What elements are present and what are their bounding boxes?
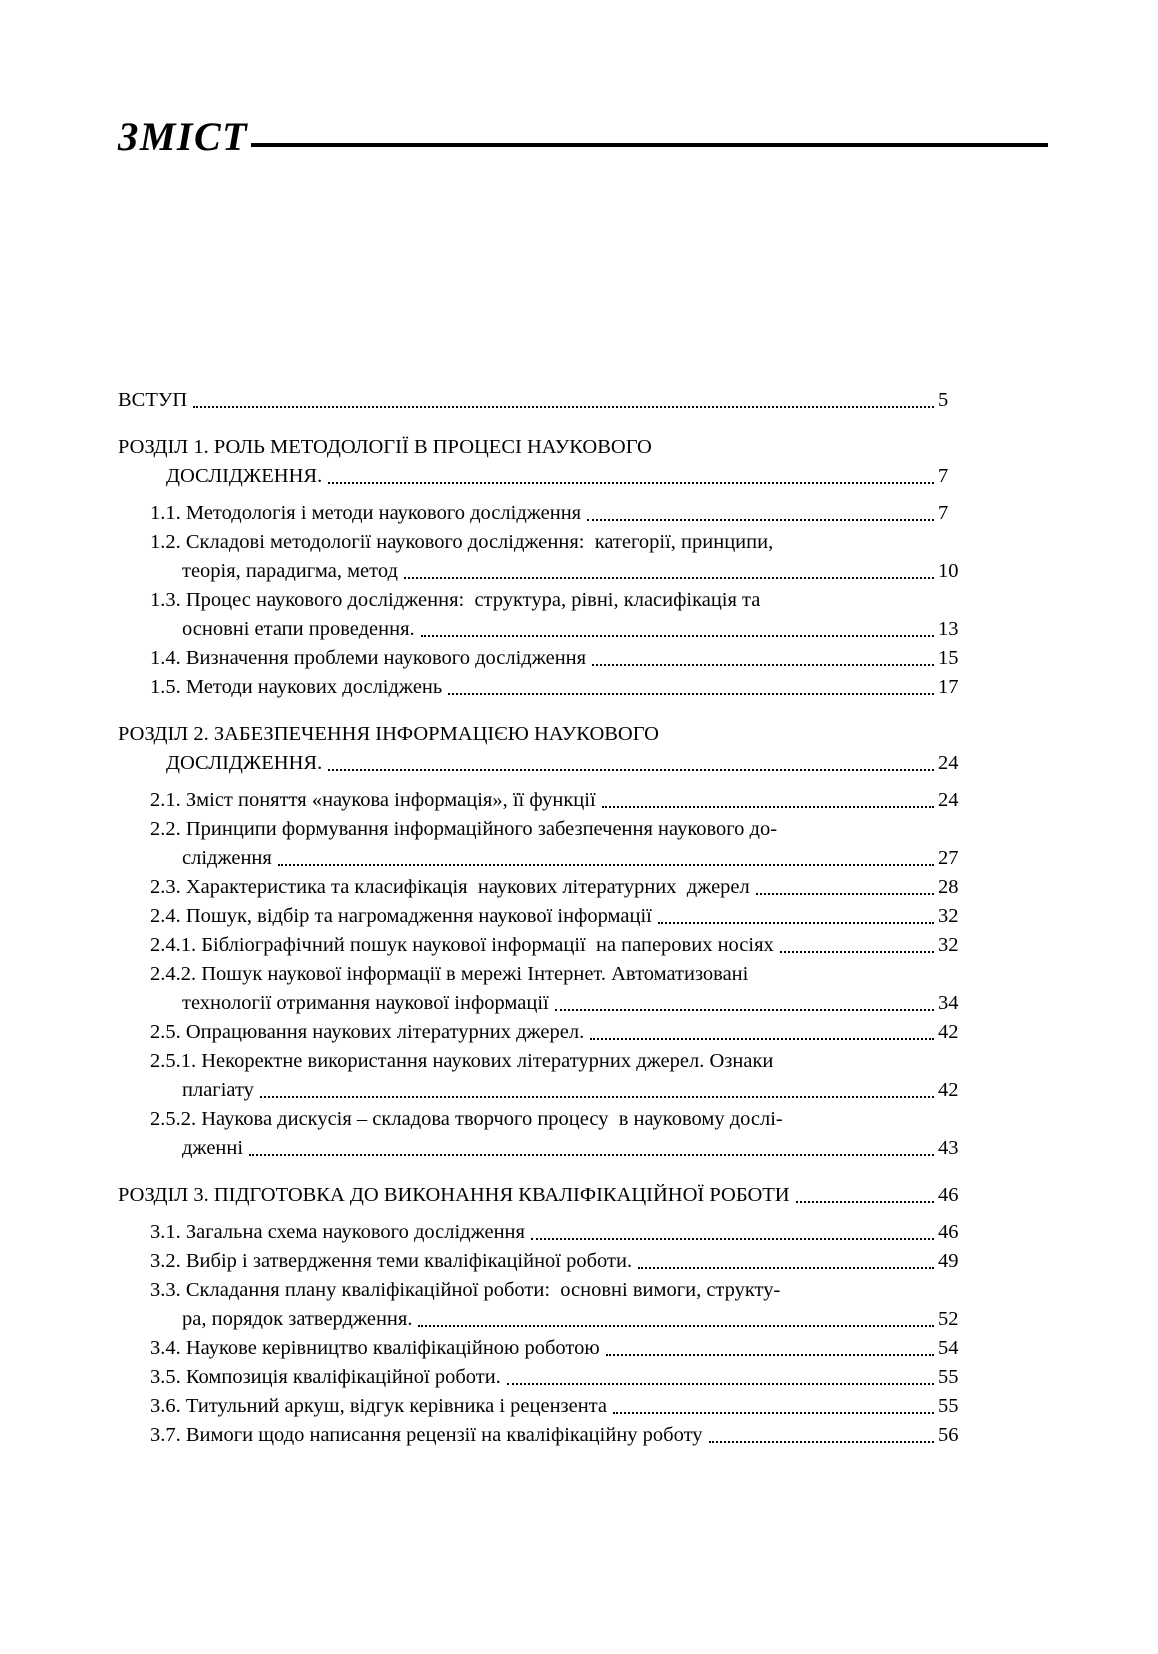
toc-entry-continuation-label: технології отримання наукової інформації — [182, 992, 549, 1014]
toc-entry-page-number: 56 — [938, 1424, 959, 1446]
toc-leader-dots — [658, 922, 934, 924]
toc-entry-page-number: 15 — [938, 647, 959, 669]
toc-leader-dots — [780, 951, 934, 953]
toc-entry-page-number: 55 — [938, 1395, 959, 1417]
toc-entry[interactable] — [118, 433, 980, 491]
toc-entry-page-number: 24 — [938, 752, 959, 774]
toc-header — [118, 108, 1048, 170]
toc-entry[interactable] — [118, 1421, 980, 1450]
toc-entry-continuation-label: основні етапи проведення. — [182, 618, 415, 640]
toc-entry[interactable] — [118, 1334, 980, 1363]
toc-entry-page-number: 32 — [938, 934, 959, 956]
toc-entry[interactable] — [118, 1047, 980, 1105]
toc-entry-page-number: 34 — [938, 992, 959, 1014]
toc-entry-page-number: 42 — [938, 1079, 959, 1101]
toc-leader-dots — [555, 1009, 934, 1011]
toc-entry[interactable] — [118, 528, 980, 586]
toc-leader-dots — [404, 577, 934, 579]
toc-entry-page-number: 13 — [938, 618, 959, 640]
toc-entry-label: 3.3. Складання плану кваліфікаційної роботи: основні вимоги, структу- — [150, 1279, 781, 1301]
toc-entry-label: 2.1. Зміст поняття «наукова інформація», її функції — [150, 789, 596, 811]
toc-entry[interactable] — [118, 386, 980, 415]
toc-entry[interactable] — [118, 960, 980, 1018]
toc-entry-page-number: 17 — [938, 676, 959, 698]
toc-entry-continuation-label: теорія, парадигма, метод — [182, 560, 398, 582]
toc-entry-continuation-label: слідження — [182, 847, 272, 869]
toc-entry-label: РОЗДІЛ 2. ЗАБЕЗПЕЧЕННЯ ІНФОРМАЦІЄЮ НАУКОВОГО — [118, 723, 659, 745]
toc-leader-dots — [587, 519, 934, 521]
toc-entry-continuation-label: ДОСЛІДЖЕННЯ. — [166, 752, 323, 774]
toc-entry-continuation-row — [118, 749, 980, 778]
toc-leader-dots — [421, 635, 934, 637]
toc-leader-dots — [709, 1441, 934, 1443]
toc-leader-dots — [613, 1412, 934, 1414]
toc-entry-page-number: 52 — [938, 1308, 959, 1330]
toc-entry-label: 2.4. Пошук, відбір та нагромадження наукової інформації — [150, 905, 652, 927]
toc-entry-continuation-label: ра, порядок затвердження. — [182, 1308, 413, 1330]
toc-entry-continuation-row — [150, 989, 980, 1018]
toc-leader-dots — [590, 1038, 934, 1040]
toc-entry-label: 2.5. Опрацювання наукових літературних джерел. — [150, 1021, 585, 1043]
toc-leader-dots — [249, 1154, 934, 1156]
toc-leader-dots — [278, 864, 934, 866]
toc-entry[interactable] — [118, 902, 980, 931]
toc-entry-page-number: 27 — [938, 847, 959, 869]
page-title: ЗМІСТ — [118, 114, 249, 159]
toc-entry-continuation-row — [118, 462, 980, 491]
toc-entry-page-number: 24 — [938, 789, 959, 811]
toc-entry[interactable] — [118, 786, 980, 815]
toc-leader-dots — [592, 664, 934, 666]
toc-leader-dots — [606, 1354, 934, 1356]
toc-entry-continuation-row — [150, 1076, 980, 1105]
toc-entry[interactable] — [118, 1363, 980, 1392]
toc-entry[interactable] — [118, 720, 980, 778]
toc-leader-dots — [507, 1383, 934, 1385]
toc-entry-page-number: 54 — [938, 1337, 959, 1359]
toc-entry-page-number: 28 — [938, 876, 959, 898]
title-divider-rule — [251, 143, 1048, 147]
toc-leader-dots — [756, 893, 934, 895]
toc-entry-continuation-label: дженні — [182, 1137, 244, 1159]
toc-leader-dots — [260, 1096, 934, 1098]
toc-entry-continuation-row — [150, 844, 980, 873]
toc-leader-dots — [796, 1201, 934, 1203]
toc-leader-dots — [193, 406, 934, 408]
toc-leader-dots — [418, 1325, 934, 1327]
toc-entry-label: 1.5. Методи наукових досліджень — [150, 676, 443, 698]
toc-entry-continuation-label: плагіату — [182, 1079, 254, 1101]
toc-entry-label: 1.4. Визначення проблеми наукового дослідження — [150, 647, 587, 669]
toc-entry[interactable] — [118, 1181, 980, 1210]
toc-entry-label: 3.5. Композиція кваліфікаційної роботи. — [150, 1366, 501, 1388]
table-of-contents — [118, 368, 980, 1450]
toc-entry-label: 3.6. Титульний аркуш, відгук керівника і рецензента — [150, 1395, 608, 1417]
toc-leader-dots — [531, 1238, 934, 1240]
toc-entry-label: 2.5.1. Некоректне використання наукових літературних джерел. Ознаки — [150, 1050, 774, 1072]
toc-entry-label: 2.5.2. Наукова дискусія – складова творчого процесу в науковому дослі- — [150, 1108, 783, 1130]
toc-entry-continuation-row — [150, 557, 980, 586]
toc-entry-page-number: 46 — [938, 1184, 959, 1206]
toc-leader-dots — [638, 1267, 934, 1269]
toc-leader-dots — [328, 482, 934, 484]
toc-entry-label: 3.2. Вибір і затвердження теми кваліфікаційної роботи. — [150, 1250, 633, 1272]
toc-entry[interactable] — [118, 499, 980, 528]
toc-entry-page-number: 7 — [938, 502, 949, 524]
toc-entry-label: ВСТУП — [118, 389, 188, 411]
toc-entry-page-number: 49 — [938, 1250, 959, 1272]
toc-entry-label: 1.2. Складові методології наукового дослідження: категорії, принципи, — [150, 531, 774, 553]
toc-entry[interactable] — [118, 815, 980, 873]
toc-entry-label: 2.3. Характеристика та класифікація наукових літературних джерел — [150, 876, 750, 898]
toc-entry-label: 2.4.1. Бібліографічний пошук наукової інформації на паперових носіях — [150, 934, 774, 956]
toc-entry-label: РОЗДІЛ 1. РОЛЬ МЕТОДОЛОГІЇ В ПРОЦЕСІ НАУКОВОГО — [118, 436, 652, 458]
toc-entry[interactable] — [118, 1276, 980, 1334]
toc-entry-label: 1.1. Методологія і методи наукового дослідження — [150, 502, 582, 524]
toc-entry-page-number: 55 — [938, 1366, 959, 1388]
toc-leader-dots — [448, 693, 934, 695]
toc-entry-continuation-row — [150, 1305, 980, 1334]
toc-entry[interactable] — [118, 644, 980, 673]
toc-entry-label: 3.4. Наукове керівництво кваліфікаційною роботою — [150, 1337, 600, 1359]
toc-entry[interactable] — [118, 1218, 980, 1247]
toc-entry[interactable] — [118, 873, 980, 902]
toc-entry-page-number: 5 — [938, 389, 949, 411]
toc-entry-page-number: 42 — [938, 1021, 959, 1043]
toc-entry-label: 3.1. Загальна схема наукового дослідження — [150, 1221, 525, 1243]
toc-entry-page-number: 43 — [938, 1137, 959, 1159]
toc-entry[interactable] — [118, 1392, 980, 1421]
toc-entry-continuation-label: ДОСЛІДЖЕННЯ. — [166, 465, 323, 487]
toc-entry[interactable] — [118, 1018, 980, 1047]
toc-leader-dots — [328, 769, 934, 771]
toc-entry[interactable] — [118, 586, 980, 644]
toc-entry[interactable] — [118, 673, 980, 702]
toc-entry[interactable] — [118, 1105, 980, 1163]
toc-entry[interactable] — [118, 931, 980, 960]
toc-entry-page-number: 32 — [938, 905, 959, 927]
toc-entry-page-number: 46 — [938, 1221, 959, 1243]
toc-entry-continuation-row — [150, 615, 980, 644]
toc-entry-page-number: 10 — [938, 560, 959, 582]
toc-leader-dots — [602, 806, 934, 808]
toc-entry-continuation-row — [150, 1134, 980, 1163]
toc-entry-page-number: 7 — [938, 465, 949, 487]
toc-entry[interactable] — [118, 1247, 980, 1276]
toc-entry-label: 3.7. Вимоги щодо написання рецензії на кваліфікаційну роботу — [150, 1424, 703, 1446]
toc-entry-label: РОЗДІЛ 3. ПІДГОТОВКА ДО ВИКОНАННЯ КВАЛІФІКАЦІЙНОЇ РОБОТИ — [118, 1184, 790, 1206]
toc-entry-label: 1.3. Процес наукового дослідження: структура, рівні, класифікація та — [150, 589, 761, 611]
toc-entry-label: 2.4.2. Пошук наукової інформації в мережі Інтернет. Автоматизовані — [150, 963, 749, 985]
toc-entry-label: 2.2. Принципи формування інформаційного забезпечення наукового до- — [150, 818, 778, 840]
